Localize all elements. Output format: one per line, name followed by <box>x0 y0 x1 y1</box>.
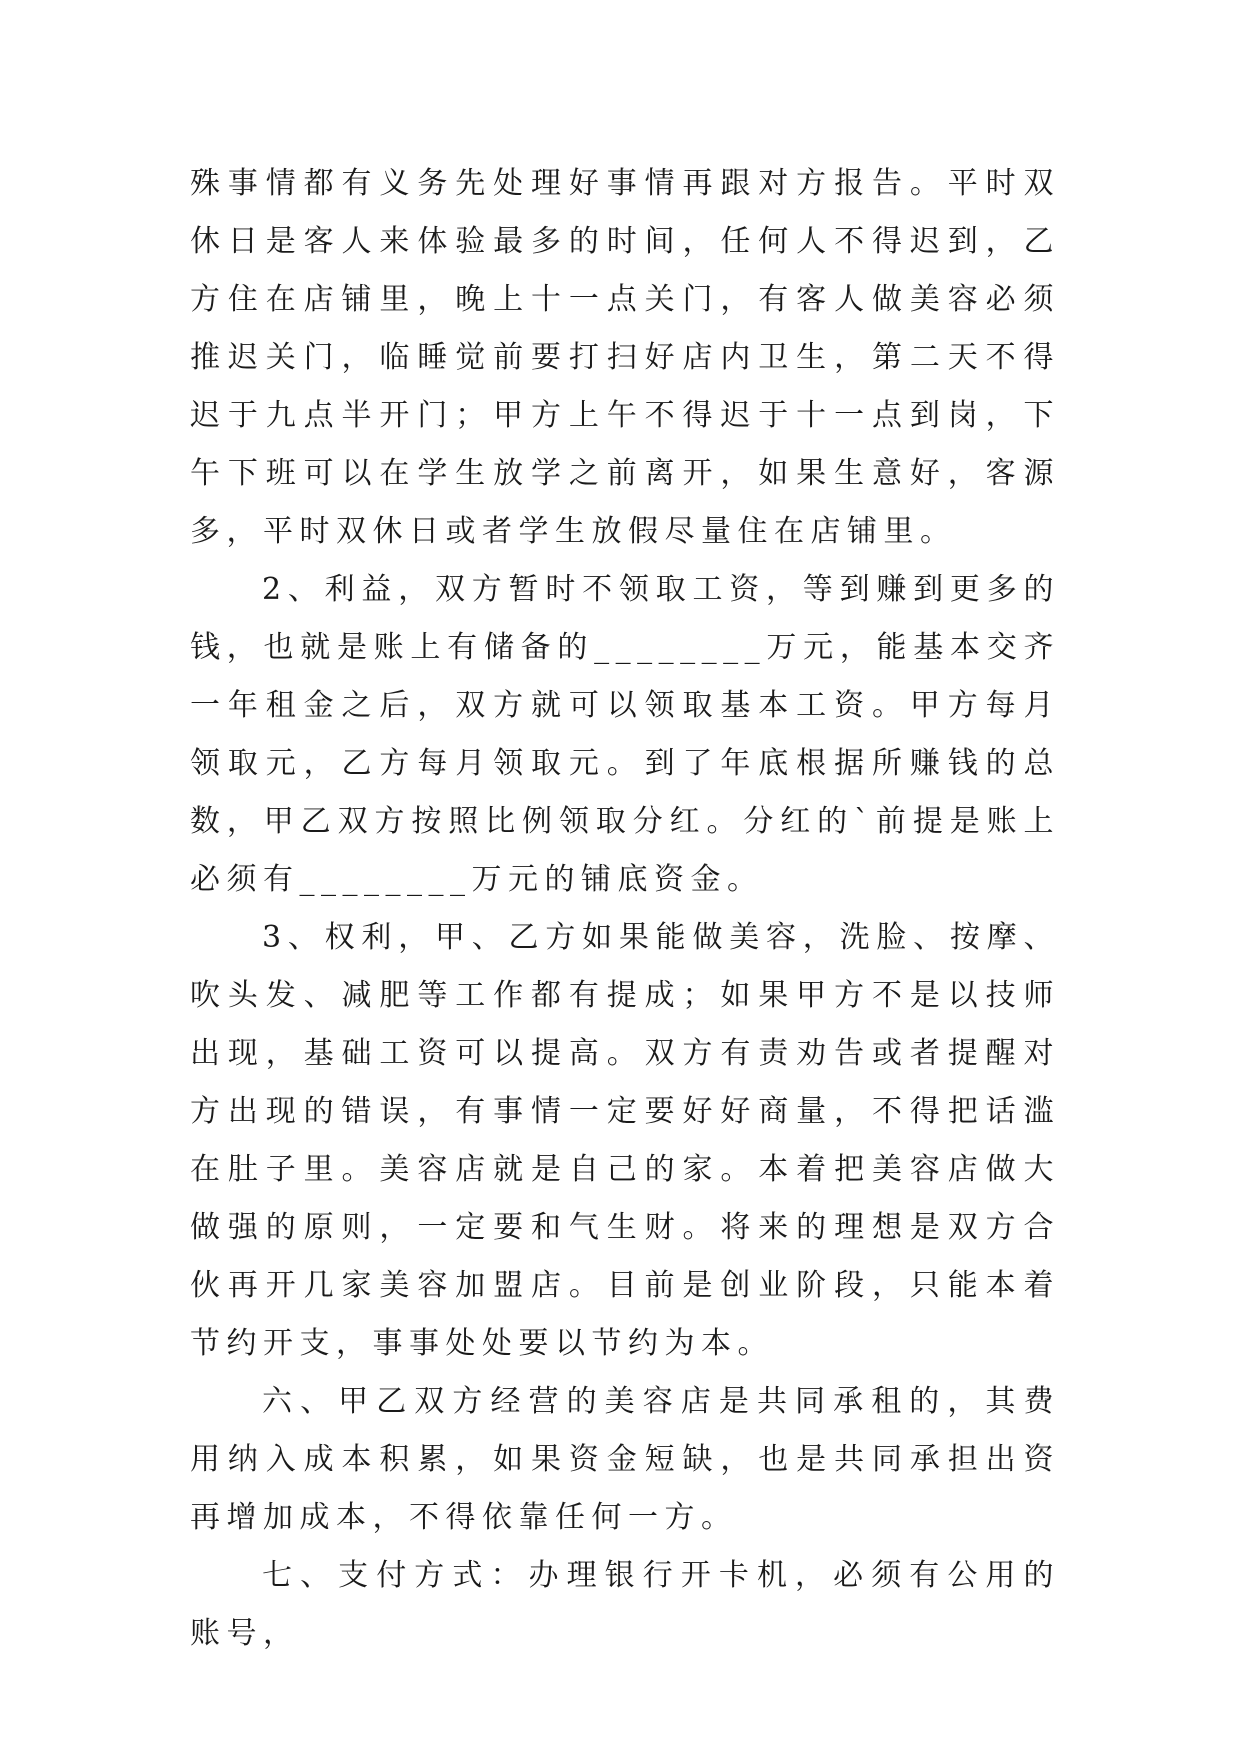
paragraph-continuation: 殊事情都有义务先处理好事情再跟对方报告。平时双休日是客人来体验最多的时间，任何人不得迟到，乙方住在店铺里，晚上十一点关门，有客人做美容必须推迟关门，临睡觉前要打扫好店内卫生，第二天不得迟于九点半开门；甲方上午不得迟于十一点到岗，下午下班可以在学生放学之前离开，如果生意好，客源多，平时双休日或者学生放假尽量住在店铺里。 <box>190 166 1060 549</box>
paragraph-rights: 3、权利，甲、乙方如果能做美容，洗脸、按摩、吹头发、减肥等工作都有提成；如果甲方不是以技师出现，基础工资可以提高。双方有责劝告或者提醒对方出现的错误，有事情一定要好好商量，不得把话滥在肚子里。美容店就是自己的家。本着把美容店做大做强的原则，一定要和气生财。将来的理想是双方合伙再开几家美容加盟店。目前是创业阶段，只能本着节约开支，事事处处要以节约为本。 <box>190 920 1060 1361</box>
document-body <box>190 155 1060 1663</box>
paragraph-clause-six: 六、甲乙双方经营的美容店是共同承租的，其费用纳入成本积累，如果资金短缺，也是共同承担出资再增加成本，不得依靠任何一方。 <box>190 1384 1060 1535</box>
paragraph-clause-seven: 七、支付方式：办理银行开卡机，必须有公用的账号， <box>190 1558 1060 1651</box>
paragraph-benefits: 2、利益，双方暂时不领取工资，等到赚到更多的钱，也就是账上有储备的________万元，能基本交齐一年租金之后，双方就可以领取基本工资。甲方每月领取元，乙方每月领取元。到了年底根据所赚钱的总数，甲乙双方按照比例领取分红。分红的`前提是账上必须有________万元的铺底资金。 <box>190 572 1060 897</box>
